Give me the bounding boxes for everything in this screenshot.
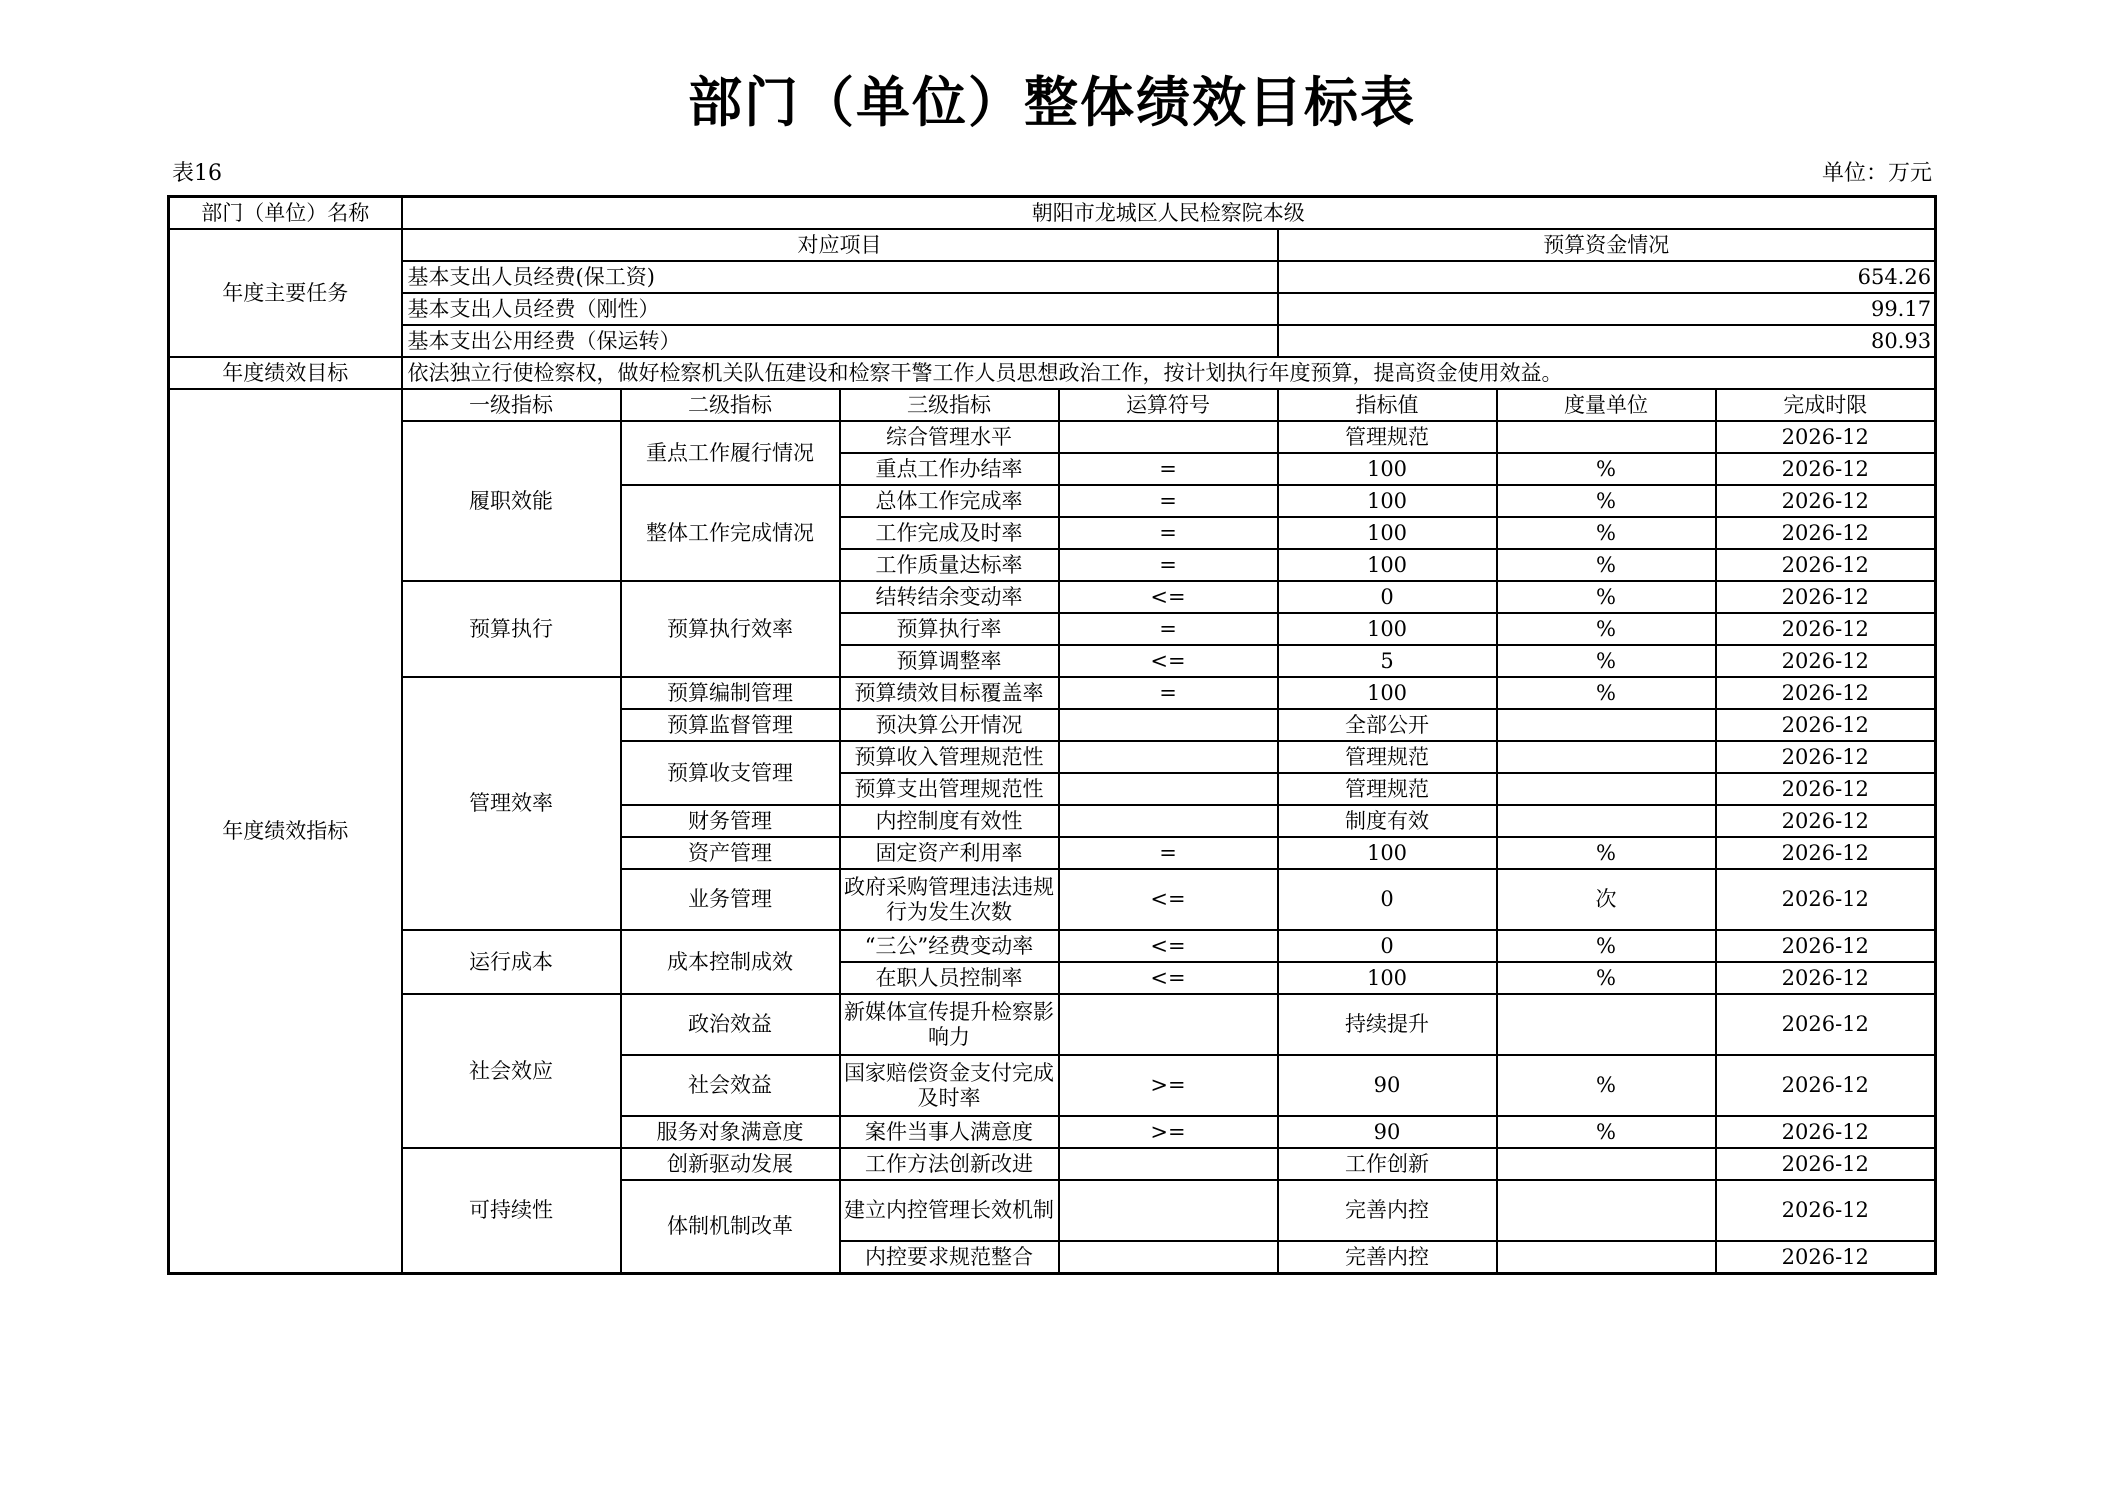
deadline: 2026-12 — [1716, 930, 1936, 962]
deadline: 2026-12 — [1716, 994, 1936, 1055]
measure-unit — [1497, 1148, 1716, 1180]
operator: = — [1059, 837, 1278, 869]
deadline: 2026-12 — [1716, 677, 1936, 709]
page-title: 部门（单位）整体绩效目标表 — [688, 71, 1416, 134]
deadline: 2026-12 — [1716, 1241, 1936, 1274]
tasks-col-budget: 预算资金情况 — [1278, 229, 1936, 261]
measure-unit: 次 — [1497, 869, 1716, 930]
deadline: 2026-12 — [1716, 613, 1936, 645]
measure-unit: % — [1497, 453, 1716, 485]
target-value: 100 — [1278, 453, 1497, 485]
tasks-header-row — [169, 229, 1936, 261]
measure-unit: % — [1497, 1055, 1716, 1116]
level3-indicator: 工作方法创新改进 — [840, 1148, 1059, 1180]
target-value: 100 — [1278, 837, 1497, 869]
level2-indicator: 服务对象满意度 — [621, 1116, 840, 1148]
level2-indicator: 创新驱动发展 — [621, 1148, 840, 1180]
deadline: 2026-12 — [1716, 741, 1936, 773]
deadline: 2026-12 — [1716, 773, 1936, 805]
target-value: 持续提升 — [1278, 994, 1497, 1055]
level3-indicator: 预算收入管理规范性 — [840, 741, 1059, 773]
target-value: 完善内控 — [1278, 1241, 1497, 1274]
operator: <= — [1059, 930, 1278, 962]
target-value: 100 — [1278, 962, 1497, 994]
indicator-row — [169, 421, 1936, 453]
level3-indicator: 结转结余变动率 — [840, 581, 1059, 613]
level2-indicator: 资产管理 — [621, 837, 840, 869]
level2-indicator: 预算监督管理 — [621, 709, 840, 741]
operator: = — [1059, 613, 1278, 645]
level3-indicator: 内控要求规范整合 — [840, 1241, 1059, 1274]
target-value: 管理规范 — [1278, 421, 1497, 453]
target-value: 制度有效 — [1278, 805, 1497, 837]
operator: <= — [1059, 581, 1278, 613]
level2-indicator: 业务管理 — [621, 869, 840, 930]
header-unit: 度量单位 — [1497, 389, 1716, 421]
level3-indicator: 工作质量达标率 — [840, 549, 1059, 581]
indicator-row — [169, 677, 1936, 709]
deadline: 2026-12 — [1716, 1055, 1936, 1116]
indicator-row — [169, 930, 1936, 962]
level3-indicator: 政府采购管理违法违规行为发生次数 — [840, 869, 1059, 930]
deadline: 2026-12 — [1716, 581, 1936, 613]
measure-unit — [1497, 1180, 1716, 1241]
target-value: 管理规范 — [1278, 741, 1497, 773]
operator — [1059, 709, 1278, 741]
level3-indicator: 固定资产利用率 — [840, 837, 1059, 869]
task-amount: 99.17 — [1278, 293, 1936, 325]
level2-indicator: 整体工作完成情况 — [621, 485, 840, 581]
level2-indicator: 重点工作履行情况 — [621, 421, 840, 485]
measure-unit — [1497, 805, 1716, 837]
measure-unit: % — [1497, 677, 1716, 709]
level1-indicator: 履职效能 — [402, 421, 621, 581]
target-value: 90 — [1278, 1116, 1497, 1148]
task-amount: 654.26 — [1278, 261, 1936, 293]
task-amount: 80.93 — [1278, 325, 1936, 357]
measure-unit: % — [1497, 645, 1716, 677]
level1-indicator: 可持续性 — [402, 1148, 621, 1274]
level2-indicator: 成本控制成效 — [621, 930, 840, 994]
operator: >= — [1059, 1116, 1278, 1148]
task-row — [169, 325, 1936, 357]
dept-value: 朝阳市龙城区人民检察院本级 — [402, 197, 1936, 230]
operator — [1059, 773, 1278, 805]
level1-indicator: 预算执行 — [402, 581, 621, 677]
measure-unit: % — [1497, 549, 1716, 581]
target-value: 100 — [1278, 485, 1497, 517]
level3-indicator: 案件当事人满意度 — [840, 1116, 1059, 1148]
level3-indicator: 预算调整率 — [840, 645, 1059, 677]
operator: = — [1059, 549, 1278, 581]
unit-label: 单位：万元 — [1821, 161, 1932, 186]
measure-unit — [1497, 994, 1716, 1055]
dept-row — [169, 197, 1936, 230]
operator: = — [1059, 517, 1278, 549]
operator: = — [1059, 485, 1278, 517]
target-value: 完善内控 — [1278, 1180, 1497, 1241]
goal-label: 年度绩效目标 — [169, 357, 402, 389]
target-value: 全部公开 — [1278, 709, 1497, 741]
level2-indicator: 财务管理 — [621, 805, 840, 837]
measure-unit: % — [1497, 837, 1716, 869]
indicators-label: 年度绩效指标 — [169, 389, 402, 1274]
indicator-header-row — [169, 389, 1936, 421]
target-value: 100 — [1278, 549, 1497, 581]
measure-unit — [1497, 773, 1716, 805]
target-value: 100 — [1278, 613, 1497, 645]
level3-indicator: 新媒体宣传提升检察影响力 — [840, 994, 1059, 1055]
level3-indicator: 重点工作办结率 — [840, 453, 1059, 485]
level3-indicator: 预算执行率 — [840, 613, 1059, 645]
target-value: 0 — [1278, 581, 1497, 613]
deadline: 2026-12 — [1716, 453, 1936, 485]
level1-indicator: 运行成本 — [402, 930, 621, 994]
header-operator: 运算符号 — [1059, 389, 1278, 421]
task-name: 基本支出公用经费（保运转） — [402, 325, 1278, 357]
deadline: 2026-12 — [1716, 837, 1936, 869]
level1-indicator: 管理效率 — [402, 677, 621, 930]
operator — [1059, 1241, 1278, 1274]
measure-unit: % — [1497, 1116, 1716, 1148]
level3-indicator: 建立内控管理长效机制 — [840, 1180, 1059, 1241]
dept-label: 部门（单位）名称 — [169, 197, 402, 230]
measure-unit — [1497, 1241, 1716, 1274]
deadline: 2026-12 — [1716, 805, 1936, 837]
measure-unit — [1497, 709, 1716, 741]
level3-indicator: 国家赔偿资金支付完成及时率 — [840, 1055, 1059, 1116]
performance-target-table — [167, 195, 1937, 1275]
deadline: 2026-12 — [1716, 549, 1936, 581]
target-value: 100 — [1278, 517, 1497, 549]
deadline: 2026-12 — [1716, 517, 1936, 549]
level3-indicator: 工作完成及时率 — [840, 517, 1059, 549]
operator: <= — [1059, 869, 1278, 930]
deadline: 2026-12 — [1716, 1116, 1936, 1148]
target-value: 0 — [1278, 930, 1497, 962]
level1-indicator: 社会效应 — [402, 994, 621, 1148]
target-value: 100 — [1278, 677, 1497, 709]
task-name: 基本支出人员经费（刚性） — [402, 293, 1278, 325]
level3-indicator: 内控制度有效性 — [840, 805, 1059, 837]
task-row — [169, 293, 1936, 325]
header-l3: 三级指标 — [840, 389, 1059, 421]
operator — [1059, 741, 1278, 773]
operator — [1059, 1180, 1278, 1241]
deadline: 2026-12 — [1716, 645, 1936, 677]
table-number: 表16 — [172, 161, 222, 186]
header-value: 指标值 — [1278, 389, 1497, 421]
indicator-row — [169, 994, 1936, 1055]
target-value: 管理规范 — [1278, 773, 1497, 805]
level2-indicator: 政治效益 — [621, 994, 840, 1055]
target-value: 工作创新 — [1278, 1148, 1497, 1180]
operator — [1059, 421, 1278, 453]
level2-indicator: 体制机制改革 — [621, 1180, 840, 1274]
deadline: 2026-12 — [1716, 421, 1936, 453]
target-value: 90 — [1278, 1055, 1497, 1116]
measure-unit: % — [1497, 581, 1716, 613]
target-value: 5 — [1278, 645, 1497, 677]
tasks-col-item: 对应项目 — [402, 229, 1278, 261]
header-l1: 一级指标 — [402, 389, 621, 421]
operator — [1059, 1148, 1278, 1180]
operator — [1059, 994, 1278, 1055]
level2-indicator: 预算执行效率 — [621, 581, 840, 677]
deadline: 2026-12 — [1716, 1180, 1936, 1241]
operator — [1059, 805, 1278, 837]
task-name: 基本支出人员经费(保工资) — [402, 261, 1278, 293]
goal-row — [169, 357, 1936, 389]
header-l2: 二级指标 — [621, 389, 840, 421]
operator: >= — [1059, 1055, 1278, 1116]
indicator-row — [169, 581, 1936, 613]
deadline: 2026-12 — [1716, 1148, 1936, 1180]
level3-indicator: “三公”经费变动率 — [840, 930, 1059, 962]
level3-indicator: 在职人员控制率 — [840, 962, 1059, 994]
indicator-row — [169, 1148, 1936, 1180]
level3-indicator: 总体工作完成率 — [840, 485, 1059, 517]
operator: <= — [1059, 645, 1278, 677]
operator: <= — [1059, 962, 1278, 994]
measure-unit: % — [1497, 517, 1716, 549]
operator: = — [1059, 453, 1278, 485]
header-deadline: 完成时限 — [1716, 389, 1936, 421]
level3-indicator: 预算支出管理规范性 — [840, 773, 1059, 805]
measure-unit: % — [1497, 930, 1716, 962]
tasks-label: 年度主要任务 — [169, 229, 402, 357]
measure-unit: % — [1497, 962, 1716, 994]
operator: = — [1059, 677, 1278, 709]
level2-indicator: 社会效益 — [621, 1055, 840, 1116]
level3-indicator: 预决算公开情况 — [840, 709, 1059, 741]
measure-unit: % — [1497, 613, 1716, 645]
deadline: 2026-12 — [1716, 869, 1936, 930]
measure-unit: % — [1497, 485, 1716, 517]
level3-indicator: 预算绩效目标覆盖率 — [840, 677, 1059, 709]
level2-indicator: 预算收支管理 — [621, 741, 840, 805]
level3-indicator: 综合管理水平 — [840, 421, 1059, 453]
measure-unit — [1497, 741, 1716, 773]
deadline: 2026-12 — [1716, 485, 1936, 517]
task-row — [169, 261, 1936, 293]
target-value: 0 — [1278, 869, 1497, 930]
level2-indicator: 预算编制管理 — [621, 677, 840, 709]
deadline: 2026-12 — [1716, 709, 1936, 741]
deadline: 2026-12 — [1716, 962, 1936, 994]
goal-text: 依法独立行使检察权，做好检察机关队伍建设和检察干警工作人员思想政治工作，按计划执行年度预算，提高资金使用效益。 — [402, 357, 1936, 389]
measure-unit — [1497, 421, 1716, 453]
